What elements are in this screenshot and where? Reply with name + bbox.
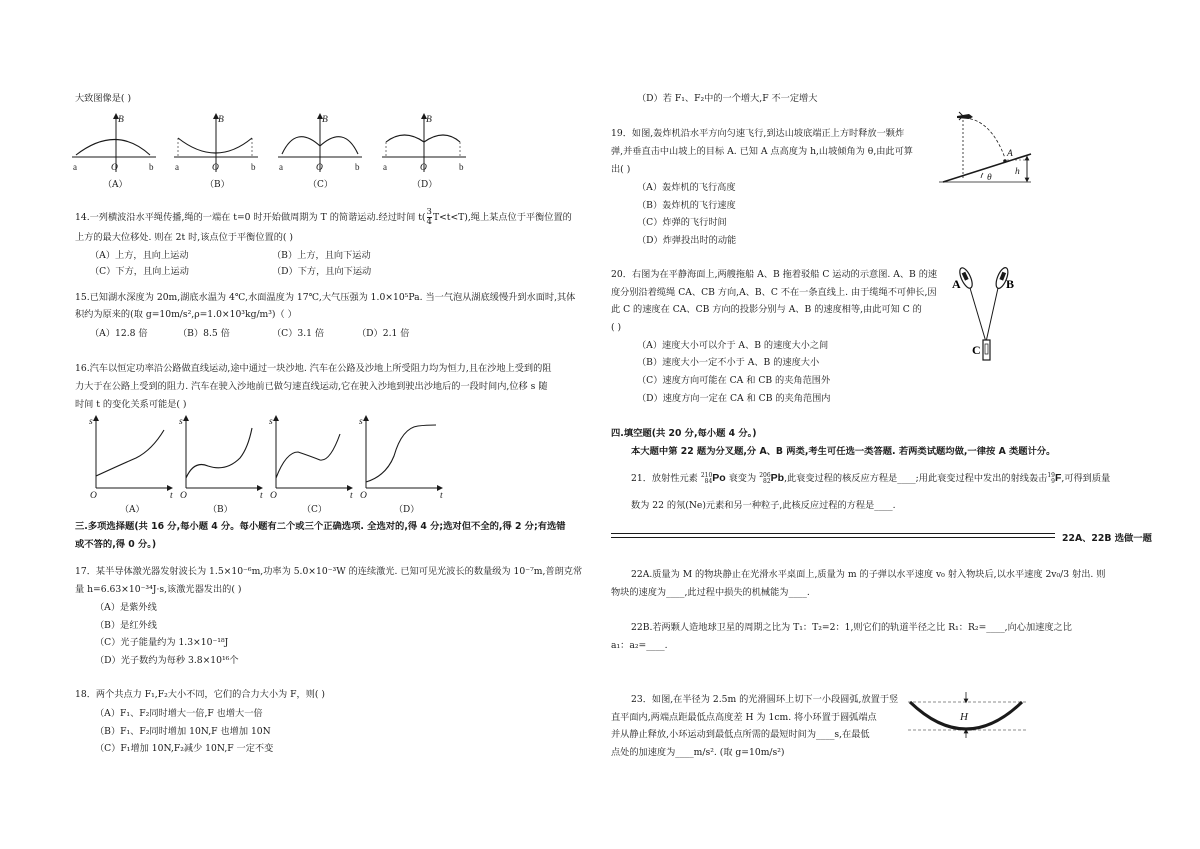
q21-line2: 数为 22 的氖(Ne)元素和另一种粒子,此核反应过程的方程是____. [631, 500, 896, 511]
q17-option-b: （B）是红外线 [95, 620, 157, 631]
q13-tail: 大致图像是( ) [75, 93, 132, 104]
q22-divider-bottom [611, 537, 1055, 538]
svg-text:O: O [316, 163, 323, 173]
svg-text:s: s [89, 417, 93, 427]
svg-text:b: b [149, 162, 154, 172]
q16-graphs [88, 416, 450, 514]
q20-option-b: （B）速度大小一定不小于 A、B 的速度大小 [637, 357, 820, 368]
q19-label-h: h [1015, 167, 1020, 177]
q18-option-d: （D）若 F₁、F₂中的一个增大,F 不一定增大 [637, 93, 818, 104]
q16-option-c: （C） [302, 505, 327, 515]
graph-c [269, 417, 353, 501]
svg-text:O: O [180, 491, 187, 501]
svg-text:a: a [175, 162, 179, 172]
svg-text:a: a [279, 162, 283, 172]
q19-bomber-figure [935, 108, 1035, 188]
svg-text:O: O [270, 491, 277, 501]
q19-option-d: （D）炸弹投出时的动能 [637, 235, 737, 246]
q19-line2: 弹,并垂直击中山坡上的目标 A. 已知 A 点高度为 h,山坡倾角为 θ,由此可算 [611, 146, 913, 157]
svg-text:s: s [359, 417, 363, 427]
q13-option-b: （B） [205, 180, 230, 190]
q21-pb-numbers: 206 82 [759, 471, 771, 485]
q17-option-d: （D）光子数约为每秒 3.8×10¹⁶个 [95, 655, 239, 666]
q14-option-b: （B）上方，且向下运动 [272, 250, 371, 261]
q15-option-c: （C）3.1 倍 [272, 328, 325, 339]
q20-option-c: （C）速度方向可能在 CA 和 CB 的夹角范围外 [637, 375, 831, 386]
q19-option-a: （A）轰炸机的飞行高度 [637, 182, 736, 193]
svg-text:O: O [111, 163, 118, 173]
q14-option-a: （A）上方，且向上运动 [90, 250, 189, 261]
q17-option-c: （C）光子能量约为 1.3×10⁻¹⁸J [95, 637, 229, 648]
q17-option-a: （A）是紫外线 [95, 602, 157, 613]
svg-text:b: b [459, 162, 464, 172]
q16-option-b: （B） [208, 505, 233, 515]
q16-option-d: （D） [394, 505, 420, 515]
svg-text:s: s [179, 417, 183, 427]
svg-text:b: b [355, 162, 360, 172]
svg-text:O: O [360, 491, 367, 501]
svg-text:O: O [212, 163, 219, 173]
svg-text:t: t [350, 491, 353, 501]
q20-label-c: C [972, 343, 981, 357]
q21-po-numbers: 210 84 [700, 471, 713, 485]
q19-line1: 19．如图,轰炸机沿水平方向匀速飞行,到达山坡底端正上方时释放一颗炸 [611, 128, 905, 139]
svg-text:a: a [73, 162, 77, 172]
q22b-line1: 22B.若两颗人造地球卫星的周期之比为 T₁：T₂=2：1,则它们的轨道半径之比 R₁：R₂=____,向心加速度之比 [631, 622, 1072, 633]
section3-heading-line2: 或不答的,得 0 分。) [75, 539, 157, 550]
q23-line4: 点处的加速度为____m/s². (取 g=10m/s²) [611, 747, 785, 758]
svg-text:B: B [218, 115, 224, 125]
q19-option-c: （C）炸弹的飞行时间 [637, 217, 727, 228]
q22-header: 22A、22B 选做一题 [1062, 533, 1152, 544]
q19-label-theta: θ [987, 173, 992, 183]
q16-line1: 16.汽车以恒定功率沿公路做直线运动,途中通过一块沙地. 汽车在公路及沙地上所受阻力均为恒力,且在沙地上受到的阻 [75, 363, 552, 374]
q16-option-a: （A） [120, 505, 145, 515]
graph-d [359, 417, 443, 501]
q15-line1: 15.已知湖水深度为 20m,湖底水温为 4℃,水面温度为 17℃,大气压强为 1.0×10⁵Pa. 当一气泡从湖底缓慢升到水面时,其体 [75, 292, 576, 303]
q14-option-c: （C）下方，且向上运动 [90, 266, 189, 277]
q18-option-a: （A）F₁、F₂同时增大一倍,F 也增大一倍 [95, 708, 263, 719]
section4-heading: 四.填空题(共 20 分,每小题 4 分。) [611, 428, 757, 439]
q14-option-d: （D）下方，且向下运动 [272, 266, 372, 277]
svg-text:t: t [440, 491, 443, 501]
q20-tugboat-figure [950, 266, 1020, 364]
q19-option-b: （B）轰炸机的飞行速度 [637, 200, 736, 211]
q20-option-d: （D）速度方向一定在 CA 和 CB 的夹角范围内 [637, 393, 831, 404]
q14-line1: 14.一列横波沿水平绳传播,绳的一端在 t=0 时开始做周期为 T 的简谐运动.经过时间 t( $\frac{3}{4}$ T<t<T),绳上某点位于平衡位置的 [75, 207, 572, 227]
q18-line1: 18．两个共点力 F₁,F₂大小不同，它们的合力大小为 F，则( ) [75, 689, 325, 700]
svg-text:O: O [420, 163, 427, 173]
svg-text:B: B [322, 115, 328, 125]
q17-line2: 量 h=6.63×10⁻³⁴J·s,该激光器发出的( ) [75, 584, 242, 595]
graph-a [89, 417, 173, 501]
q22-divider-top [611, 533, 1055, 534]
q14-line2: 上方的最大位移处. 则在 2t 时,该点位于平衡位置的( ) [75, 232, 293, 243]
q20-line4: ( ) [611, 322, 622, 333]
q19-line3: 出( ) [611, 164, 631, 175]
q20-line2: 度分别沿着缆绳 CA、CB 方向,A、B、C 不在一条直线上. 由于缆绳不可伸长,因 [611, 287, 937, 298]
svg-text:t: t [170, 491, 173, 501]
q23-line2: 直平面内,两端点距最低点高度差 H 为 1cm. 将小环置于圆弧端点 [611, 712, 877, 723]
svg-text:a: a [383, 162, 387, 172]
q14-fraction: $\frac{3}{4}$ [426, 207, 432, 227]
q16-line2: 力大于在公路上受到的阻力. 汽车在驶入沙地前已做匀速直线运动,它在驶入沙地到驶出沙地后的一段时间内,位移 s 随 [75, 381, 548, 392]
graph-a [72, 115, 156, 173]
svg-text:t: t [260, 491, 263, 501]
section3-heading-line1: 三.多项选择题(共 16 分,每小题 4 分。每小题有二个或三个正确选项. 全选对的,得 4 分;选对但不全的,得 2 分;有选错 [75, 521, 566, 532]
q20-label-a: A [952, 277, 961, 291]
q20-line1: 20．右图为在平静海面上,两艘拖船 A、B 拖着驳船 C 运动的示意图. A、B 的速 [611, 269, 938, 280]
svg-text:B: B [426, 115, 432, 125]
q21-f-numbers: 19 9 [1047, 471, 1055, 485]
q23-arc-figure [902, 690, 1032, 740]
q13-option-a: （A） [103, 180, 128, 190]
svg-text:O: O [90, 491, 97, 501]
q15-option-d: （D）2.1 倍 [357, 328, 410, 339]
q16-line3: 时间 t 的变化关系可能是( ) [75, 399, 187, 410]
q20-label-b: B [1006, 277, 1015, 291]
svg-text:b: b [251, 162, 256, 172]
q19-label-a: A [1007, 149, 1013, 159]
graph-b [179, 417, 263, 501]
section4-note: 本大题中第 22 题为分叉题,分 A、B 两类,考生可任选一类答题. 若两类试题均做,一律按 A 类题计分。 [631, 446, 1056, 457]
q20-line3: 此 C 的速度在 CA、CB 方向的投影分别与 A、B 的速度相等,由此可知 C 的 [611, 304, 922, 315]
q23-line3: 并从静止释放,小环运动到最低点所需的最短时间为____s,在最低 [611, 729, 870, 740]
q15-option-b: （B）8.5 倍 [178, 328, 230, 339]
q20-option-a: （A）速度大小可以介于 A、B 的速度大小之间 [637, 340, 829, 351]
graph-c [278, 115, 362, 173]
q18-option-b: （B）F₁、F₂同时增加 10N,F 也增加 10N [95, 726, 271, 737]
q17-line1: 17．某半导体激光器发射波长为 1.5×10⁻⁶m,功率为 5.0×10⁻³W 的连续激光. 已知可见光波长的数量级为 10⁻⁷m,普朗克常 [75, 566, 583, 577]
q22a-line2: 物块的速度为____,此过程中损失的机械能为____. [611, 587, 810, 598]
graph-d [382, 115, 466, 173]
graph-b [174, 115, 258, 173]
q15-option-a: （A）12.8 倍 [90, 328, 148, 339]
q18-option-c: （C）F₁增加 10N,F₂减少 10N,F 一定不变 [95, 743, 274, 754]
q21-line1: 21．放射性元素 210 84 Po 衰变为 206 82 Pb,此衰变过程的核反应方程是____;用此衰变过程中发出的射线轰击 19 9 F,可得到质量 [631, 471, 1111, 485]
q22b-line2: a₁：a₂=____. [611, 640, 668, 651]
svg-text:B: B [118, 115, 124, 125]
q23-line1: 23．如图,在半径为 2.5m 的光滑圆环上切下一小段圆弧,放置于竖 [631, 694, 899, 705]
q15-line2: 积约为原来的(取 g=10m/s²,ρ=1.0×10³kg/m³)（ ） [75, 309, 297, 320]
q13-option-c: （C） [308, 180, 333, 190]
q22a-line1: 22A.质量为 M 的物块静止在光滑水平桌面上,质量为 m 的子弹以水平速度 v₀ 射入物块后,以水平速度 2v₀/3 射出. 则 [631, 569, 1106, 580]
q23-label-h: H [960, 711, 968, 723]
svg-text:s: s [269, 417, 273, 427]
q13-option-d: （D） [412, 180, 438, 190]
